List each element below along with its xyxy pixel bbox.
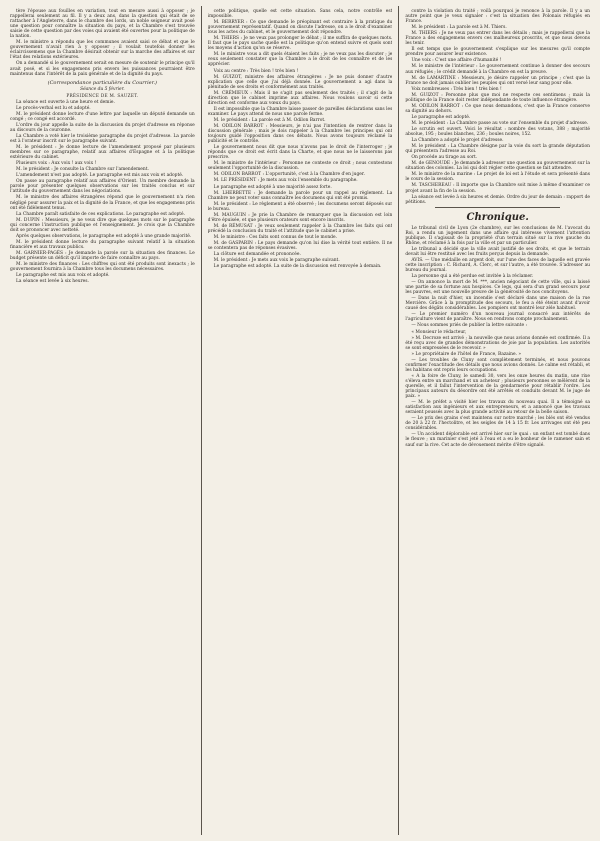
paragraph: M. le président donne lecture du paragraphe suivant relatif à la situation financière et aux travaux publics. bbox=[10, 239, 195, 250]
paragraph: M. ODILON BARROT : Ce que nous demandons, c'est que la France conserve sa dignité au dehors. bbox=[405, 103, 591, 114]
paragraph: M. BERRYER : Ce que demande le préopinant est contraire à la pratique du gouvernement représentatif. Quand on discute l'adresse, on a le droit d'examiner tous les actes du cabinet, et le gouvernement doit répondre. bbox=[207, 20, 393, 36]
paragraph: « Monsieur le rédacteur, bbox=[411, 329, 467, 335]
paragraph: M. GUIZOT, ministre des affaires étrangères : Je ne puis donner d'autre explication que celle que j'ai déjà donnée. Le gouvernement a agi dans la plénitude de ses droits et conformément aux traités. bbox=[207, 74, 393, 90]
paragraph: tère l'épouse aux fouilles en variation, tout en mesure aussi à opposer ; je rappellerai seulement au fil. Il y a deux ans, dans la question qui était de se rattacher à l'Angleterre, dans le chambre des lords, un noble seigneur avait posé une question pour connaître la situation du pays, et la Chambre s'est trouvée saisie de cette question par des voies qui avaient été ouvertes pour la politique de la nation. bbox=[10, 9, 195, 40]
paragraph: Une voix : C'est une affaire d'humanité ! bbox=[411, 58, 502, 64]
paragraph: M. de GASPARIN : Le pays demande qu'on lui dise la vérité tout entière. Il ne se contentera pas de réponses évasives. bbox=[207, 240, 393, 252]
paragraph: » Le propriétaire de l'hôtel de France, Bazaine. » bbox=[411, 351, 522, 357]
paragraph: La séance est levée à six heures. bbox=[16, 279, 89, 285]
paragraph: Le tribunal a décidé que la ville avait justifié de ses droits, et que le terrain devait lui être restitué avec les fruits perçus depuis la demande. bbox=[405, 246, 591, 257]
paragraph: Le paragraphe est adopté. La suite de la discussion est renvoyée à demain. bbox=[213, 264, 382, 270]
paragraph: M. le ministre : Ces faits sont connus de tout le monde. bbox=[213, 234, 337, 240]
column-3 bbox=[405, 6, 590, 835]
paragraph: Le tribunal civil de Lyon (2e chambre), sur les conclusions de M. l'avocat du Roi, a rendu un jugement dans une affaire qui intéresse vivement l'attention publique. Il s'agissait de la propriété d'un terrain situé sur la rive gauche du Rhône, et réclamé à la fois par la ville et par un particulier. bbox=[405, 225, 591, 246]
paragraph: M. le président : Je mets aux voix le paragraphe suivant. bbox=[213, 258, 340, 264]
paragraph: cette politique, quelle est cette situation. Sans cela, notre contrôle est impossible. bbox=[207, 9, 393, 20]
paragraph: Le procès-verbal est lu et adopté. bbox=[16, 105, 91, 111]
paragraph: — M. le préfet a visité hier les travaux du nouveau quai. Il a témoigné sa satisfaction aux ingénieurs et aux entrepreneurs, et a annoncé que les travaux seraient poussés avec la plus grande activité au retour de la belle saison. bbox=[405, 400, 591, 416]
paragraph: Il est impossible que la Chambre laisse passer de pareilles déclarations sans les examiner. Le pays attend de nous une parole ferme. bbox=[207, 106, 393, 117]
paragraph: « A la foire de Cluny, le samedi 30, vers les onze heures du matin, une rixe s'éleva entre un marchand et un acheteur ; plusieurs personnes se mêlèrent de la querelle, et il fallut l'intervention de la gendarmerie pour rétablir l'ordre. Les principaux auteurs du désordre ont été arrêtés et conduits devant M. le juge de paix. » bbox=[405, 373, 591, 400]
paragraph: M. THIERS : Je ne veux pas prolonger le débat ; il me suffira de quelques mots. Il faut que le pays sache quelle est la politique qu'on entend suivre et quels sont les moyens d'action qu'on se réserve. bbox=[207, 36, 393, 52]
paragraph: Le paragraphe est adopté à une majorité assez forte. bbox=[213, 184, 332, 190]
paragraph: M. le président : La Chambre désigne par la voie du sort la grande députation qui présentera l'adresse au Roi. bbox=[405, 144, 591, 155]
paragraph: M. le ministre des affaires étrangères répond que le gouvernement n'a rien négligé pour assurer la paix et la dignité de la France, et que les engagemens pris ont été fidèlement tenus. bbox=[10, 195, 195, 211]
paragraph: M. le président : Je consulte la Chambre sur l'amendement. bbox=[16, 167, 149, 173]
paragraph: M. CRÉMIEUX : Mais il ne s'agit pas seulement des traités ; il s'agit de la direction que le cabinet imprime aux affaires. Nous voulons savoir si cette direction est conforme aux vœux du pays. bbox=[207, 90, 393, 106]
paragraph: AVIS. — Une médaille en argent doit, sur l'une des faces de laquelle est gravée cette inscription : C. Richard, A. Clerc, et sur l'autre, a été trouvée. S'adresser au bureau du journal. bbox=[405, 257, 591, 274]
paragraph: M. TASCHEREAU : Il importe que la Chambre soit mise à même d'examiner ce projet avant la fin de la session. bbox=[405, 183, 591, 194]
paragraph: contre la violation du traité ; voilà pourquoi je renonce à la parole. Il y a un autre point que je veux signaler : c'est la situation des Polonais réfugiés en France. bbox=[405, 9, 591, 25]
paragraph: M. le ministre a répondu que les communes avaient saisi ce débat et que le gouvernement n'avait rien à y opposer ; il voulait toutefois donner les éclaircissemens que la Chambre désirait obtenir sur la marche des affaires et sur l'état des relations extérieures. bbox=[10, 40, 195, 61]
column-divider bbox=[201, 6, 202, 835]
column-1 bbox=[10, 6, 195, 835]
paragraph: Le paragraphe est adopté. bbox=[411, 114, 471, 120]
paragraph: La personne qui a été perdue est invitée à la réclamer. bbox=[411, 274, 534, 280]
paragraph: M. le président : La Chambre passe au vote sur l'ensemble du projet d'adresse. bbox=[411, 120, 589, 126]
paragraph: M. GUIZOT : Personne plus que moi ne respecte ces sentimens ; mais la politique de la France doit rester indépendante de toute influence étrangère. bbox=[405, 92, 591, 103]
paragraph: On a demandé si le gouvernement serait en mesure de soutenir le principe qu'il avait posé, et si les engagemens pris envers les puissances pourraient être maintenus dans l'intérêt de la paix générale et de la dignité du pays. bbox=[10, 61, 195, 77]
paragraph: — Un accident déplorable est arrivé hier sur le quai : un enfant est tombé dans le fleuve ; un marinier s'est jeté à l'eau et a eu le bonheur de le ramener sain et sauf sur la rive. Cet acte de dévouement mérite d'être signalé. bbox=[405, 432, 591, 448]
paragraph: » M. Decroze est arrivé ; la nouvelle que nous avions donnée est confirmée. Il a été reçu avec de grandes démonstrations de joie par la population. Les autorités se sont empressées de le recevoir. » bbox=[405, 335, 591, 351]
paragraph: M. LHERBETTE : Je demande la parole pour un rappel au règlement. La Chambre ne peut voter sans connaître les documens qui ont été promis. bbox=[207, 190, 393, 201]
paragraph: M. DUPIN : Messieurs, je ne veux dire que quelques mots sur le paragraphe qui concerne l'instruction publique et l'enseignement. Je crois que la Chambre doit se prononcer avec netteté. bbox=[10, 217, 195, 233]
chronique-heading: Chronique. bbox=[466, 211, 529, 223]
paragraph: M. le président : La parole est à M. Thiers. bbox=[411, 25, 507, 31]
paragraph: L'ordre du jour appelle la suite de la discussion du projet d'adresse en réponse au discours de la couronne. bbox=[10, 122, 195, 133]
paragraph: Après quelques observations, le paragraphe est adopté à une grande majorité. bbox=[16, 233, 192, 239]
paragraph: Il est temps que le gouvernement s'explique sur les mesures qu'il compte prendre pour assurer leur existence. bbox=[405, 47, 591, 58]
paragraph: M. le président : Le règlement a été observé ; les documens seront déposés sur le bureau. bbox=[207, 201, 393, 212]
paragraph: — On annonce la mort de M. ***, ancien négociant de cette ville, qui a laissé une partie de sa fortune aux hospices. Ce legs, qui sera d'un grand secours pour les pauvres, est une nouvelle preuve de la générosité de nos concitoyens. bbox=[405, 280, 591, 296]
paragraph: Le gouvernement nous dit que nous n'avons pas le droit de l'interroger ; je réponds que ce droit est écrit dans la Charte, et que nous ne le laisserons pas prescrire. bbox=[207, 145, 393, 161]
paragraph: M. de RÉMUSAT : Je veux seulement rappeler à la Chambre les faits qui ont précédé la conclusion du traité et l'attitude que le cabinet a prise. bbox=[207, 223, 393, 234]
paragraph: La clôture est demandée et prononcée. bbox=[213, 252, 301, 258]
paragraph: M. le ministre de l'intérieur : Le gouvernement continue à donner des secours aux réfugiés ; le crédit demandé à la Chambre en est la preuve. bbox=[405, 64, 591, 75]
paragraph: M. le ministre de l'intérieur : Personne ne conteste ce droit ; nous contestons seulement l'opportunité de la discussion. bbox=[207, 161, 393, 172]
paragraph: La Chambre paraît satisfaite de ces explications. Le paragraphe est adopté. bbox=[16, 211, 186, 217]
column-2 bbox=[208, 6, 393, 835]
paragraph: M. THIERS : Je ne veux pas entrer dans les détails ; mais je rappellerai que la France a des engagemens envers ces malheureux proscrits, et que nous devons les tenir. bbox=[405, 31, 591, 47]
paragraph: — Les troubles de Cluny sont complètement terminés, et nous pouvons confirmer l'exactitude des détails que nous avions donnés. Le calme est rétabli, et les habitans ont repris leurs occupations. bbox=[405, 357, 591, 373]
paragraph: M. ODILON BARROT : Messieurs, je n'ai pas l'intention de rentrer dans la discussion générale ; mais je dois rappeler à la Chambre les principes qui ont toujours guidé l'opposition dans ces débats. Nous avons toujours réclamé la publicité et le contrôle. bbox=[207, 123, 393, 145]
paragraph: M. MAUGUIN : Je prie la Chambre de remarquer que la discussion est loin d'être épuisée, et que plusieurs orateurs sont encore inscrits. bbox=[207, 212, 393, 223]
paragraph: M. le président donne lecture d'une lettre par laquelle un député demande un congé ; ce congé est accordé. bbox=[10, 111, 195, 122]
paragraph: On procède au tirage au sort. bbox=[411, 155, 478, 161]
paragraph: M. le président : La parole est à M. Odilon Barrot. bbox=[213, 117, 326, 123]
paragraph: — Le premier numéro d'un nouveau journal consacré aux intérêts de l'agriculture vient de paraître. Nous en rendrons compte prochainement. bbox=[405, 312, 591, 323]
paragraph: La Chambre a voté hier le troisième paragraphe du projet d'adresse. La parole est à l'orateur inscrit sur le paragraphe suivant. bbox=[10, 133, 195, 144]
paragraph: M. ODILON BARROT : L'opportunité, c'est à la Chambre d'en juger. bbox=[213, 172, 365, 178]
column-divider bbox=[398, 6, 399, 835]
paragraph: Voix nombreuses : Très bien ! très bien ! bbox=[411, 86, 502, 92]
paragraph: On passe au paragraphe relatif aux affaires d'Orient. Un membre demande la parole pour présenter quelques observations sur les traités conclus et sur l'attitude du gouvernement dans les négociations. bbox=[10, 179, 195, 195]
paragraph: La séance est ouverte à une heure et demie. bbox=[16, 99, 115, 105]
paragraph: M. le ministre des finances : Les chiffres qui ont été produits sont inexacts ; le gouvernement fournira à la Chambre tous les documens nécessaires. bbox=[10, 262, 195, 273]
presidency-line: PRÉSIDENCE DE M. SAUZET. bbox=[66, 92, 139, 98]
paragraph: M. LE PRÉSIDENT : Je mets aux voix l'ensemble du paragraphe. bbox=[213, 178, 358, 184]
paragraph: M. le président : Je donne lecture de l'amendement proposé par plusieurs membres sur ce paragraphe, relatif aux affaires d'Espagne et à la politique extérieure du cabinet. bbox=[10, 145, 195, 161]
paragraph: M. de GENOUDE : Je demande à adresser une question au gouvernement sur la situation des colonies. La loi qui doit régler cette question se fait attendre. bbox=[405, 161, 591, 172]
paragraph: La Chambre a adopté le projet d'adresse. bbox=[411, 138, 504, 144]
paragraph: — Le prix des grains s'est maintenu sur notre marché ; les blés ont été vendus de 20 à 22 fr. l'hectolitre, et les seigles de 14 à 15 fr. Les arrivages ont été peu considérables. bbox=[405, 416, 591, 432]
paragraph: M. le ministre de la marine : Le projet de loi est à l'étude et sera présenté dans le cours de la session. bbox=[405, 172, 591, 183]
paragraph: Le paragraphe est mis aux voix et adopté. bbox=[16, 273, 110, 279]
paragraph: M. le ministre vous a dit quels étaient les faits ; je ne veux pas les discuter ; je veux seulement constater que la Chambre a le droit de les connaître et de les apprécier. bbox=[207, 52, 393, 68]
session-date: Séance du 5 février. bbox=[80, 86, 125, 92]
paragraph: L'amendement n'est pas adopté. Le paragraphe est mis aux voix et adopté. bbox=[16, 173, 184, 179]
paragraph: Plusieurs voix : Aux voix ! aux voix ! bbox=[16, 161, 97, 167]
paragraph: La séance est levée à six heures et demie. Ordre du jour de demain : rapport de pétitions. bbox=[405, 194, 591, 205]
section-rule bbox=[435, 207, 560, 208]
paragraph: Le scrutin est ouvert. Voici le résultat : nombre des votans, 388 ; majorité absolue, 195 ; boules blanches, 236 ; boules noires, 152. bbox=[405, 126, 591, 138]
paragraph: — Dans la nuit d'hier, un incendie s'est déclaré dans une maison de la rue Mercière. Grâce à la promptitude des secours, le feu a été éteint avant d'avoir causé des dégâts considérables. Les pompiers ont montré leur zèle habituel. bbox=[405, 296, 591, 312]
paragraph: — Nous sommes priés de publier la lettre suivante : bbox=[411, 323, 527, 329]
paragraph: M. GARNIER-PAGÈS : Je demande la parole sur la situation des finances. Le budget présente un déficit qu'il importe de faire connaître au pays. bbox=[10, 250, 195, 261]
section-heading: (Correspondance particulière du Courrier.) bbox=[47, 79, 158, 86]
paragraph: Voix au centre : Très bien ! très bien ! bbox=[213, 68, 299, 74]
paragraph: M. de LAMARTINE : Messieurs, je désire rappeler un principe ; c'est que la France ne doit jamais oublier les peuples qui ont versé leur sang pour elle. bbox=[405, 75, 591, 86]
